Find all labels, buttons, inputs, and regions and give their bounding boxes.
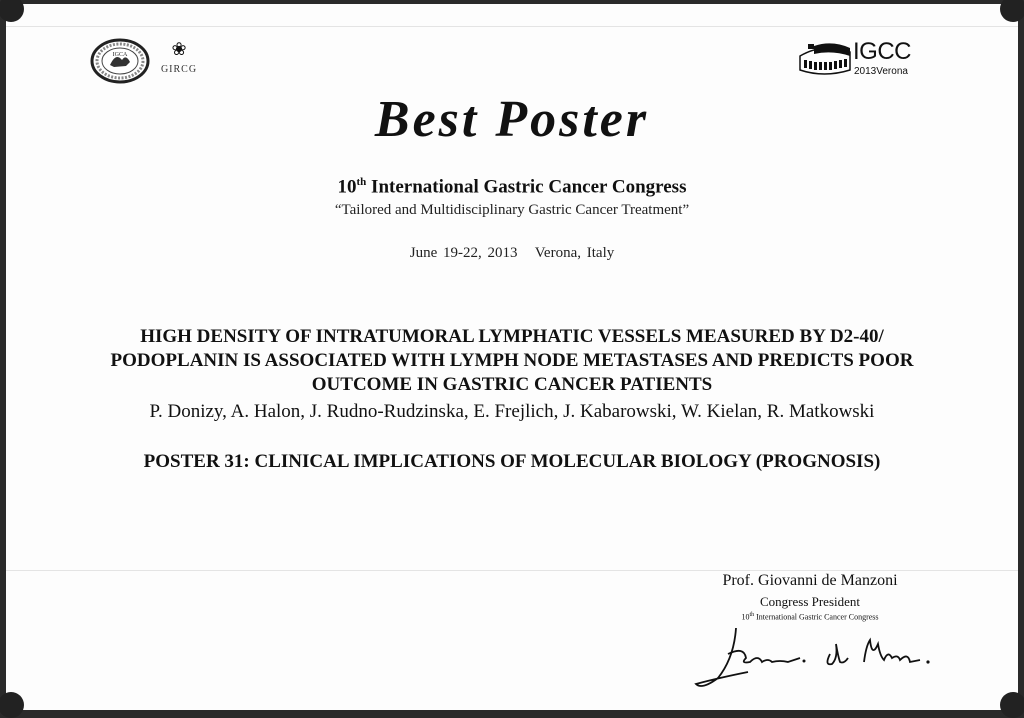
certificate-title: Best Poster [374,91,650,148]
congress-tagline: “Tailored and Multidisciplinary Gastric Cancer Treatment” [334,202,690,218]
handwritten-signature [688,618,938,692]
signatory-name: Prof. Giovanni de Manzoni [722,572,898,589]
poster-session: POSTER 31: CLINICAL IMPLICATIONS OF MOLECULAR BIOLOGY (PROGNOSIS) [143,451,881,472]
author-list: P. Donizy, A. Halon, J. Rudno-Rudzinska, E. Frejlich, J. Kabarowski, W. Kielan, R. Matkowski [149,401,875,422]
igcc-arena-logo-icon [796,40,852,80]
signatory-role: Congress President [759,594,861,609]
signatory-organization: 10th International Gastric Cancer Congress [741,612,879,622]
svg-text:IGCA: IGCA [112,52,128,58]
photo-corner-top-left [0,0,24,22]
igca-seal-logo [90,38,150,84]
gircg-label: GIRCG [160,64,198,75]
abstract-title: HIGH DENSITY OF INTRATUMORAL LYMPHATIC VESSELS MEASURED BY D2-40/ PODOPLANIN IS ASSOCIATED WITH LYMPH NODE METASTASES AND PREDICTS POOR OUTCOME IN GASTRIC CANCER PATIENTS [110,326,914,395]
photo-corner-top-right [1000,0,1024,22]
gircg-logo [154,40,204,75]
photo-corner-bottom-left [0,692,24,718]
top-divider [6,26,1018,27]
gircg-mark-icon: ❀ [171,39,187,59]
photo-corner-bottom-right [1000,692,1024,718]
igcc-title: IGCC [853,38,911,65]
congress-name: 10th International Gastric Cancer Congress [337,176,687,198]
congress-location: Verona, Italy [534,245,615,261]
igcc-city: Verona [876,66,908,77]
date-location [0,245,1024,262]
igcc-subtitle [854,66,908,77]
igcc-year: 2013 [854,66,877,77]
bottom-divider [6,570,1018,571]
congress-dates: June 19-22, 2013 [409,245,518,261]
